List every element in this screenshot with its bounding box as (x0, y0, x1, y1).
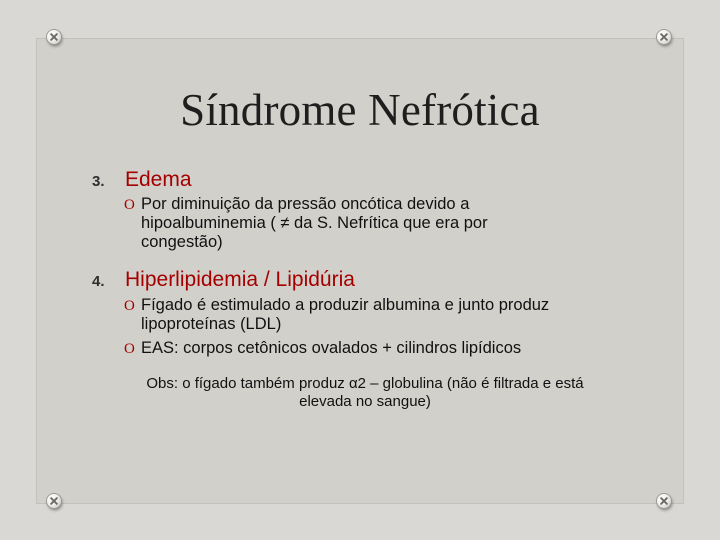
section-number: 4. (92, 273, 105, 290)
screw-icon (47, 494, 61, 508)
obs-note-line: Obs: o fígado também produz α2 – globulina (não é filtrada e está (146, 375, 584, 392)
bullet-text-line: EAS: corpos cetônicos ovalados + cilindros lipídicos (141, 339, 522, 357)
slide-title: Síndrome Nefrótica (180, 85, 540, 135)
bullet-marker: O (124, 298, 135, 314)
obs-note-line: elevada no sangue) (299, 393, 431, 410)
screw-icon (657, 494, 671, 508)
screw-icon (47, 30, 61, 44)
obs-note (90, 375, 640, 411)
section-number: 3. (92, 173, 105, 190)
section-heading: Edema (125, 168, 192, 191)
bullet-marker: O (124, 197, 135, 213)
section-heading: Hiperlipidemia / Lipidúria (125, 268, 355, 291)
bullet-text-line: Fígado é estimulado a produzir albumina e junto produz (141, 296, 550, 314)
bullet-text-line: congestão) (141, 233, 223, 251)
bullet-text-line: Por diminuição da pressão oncótica devido a (141, 195, 470, 213)
bullet-text-line: hipoalbuminemia ( ≠ da S. Nefrítica que era por (141, 214, 488, 232)
bullet-text-line: lipoproteínas (LDL) (141, 315, 282, 333)
bullet-marker: O (124, 341, 135, 357)
screw-icon (657, 30, 671, 44)
